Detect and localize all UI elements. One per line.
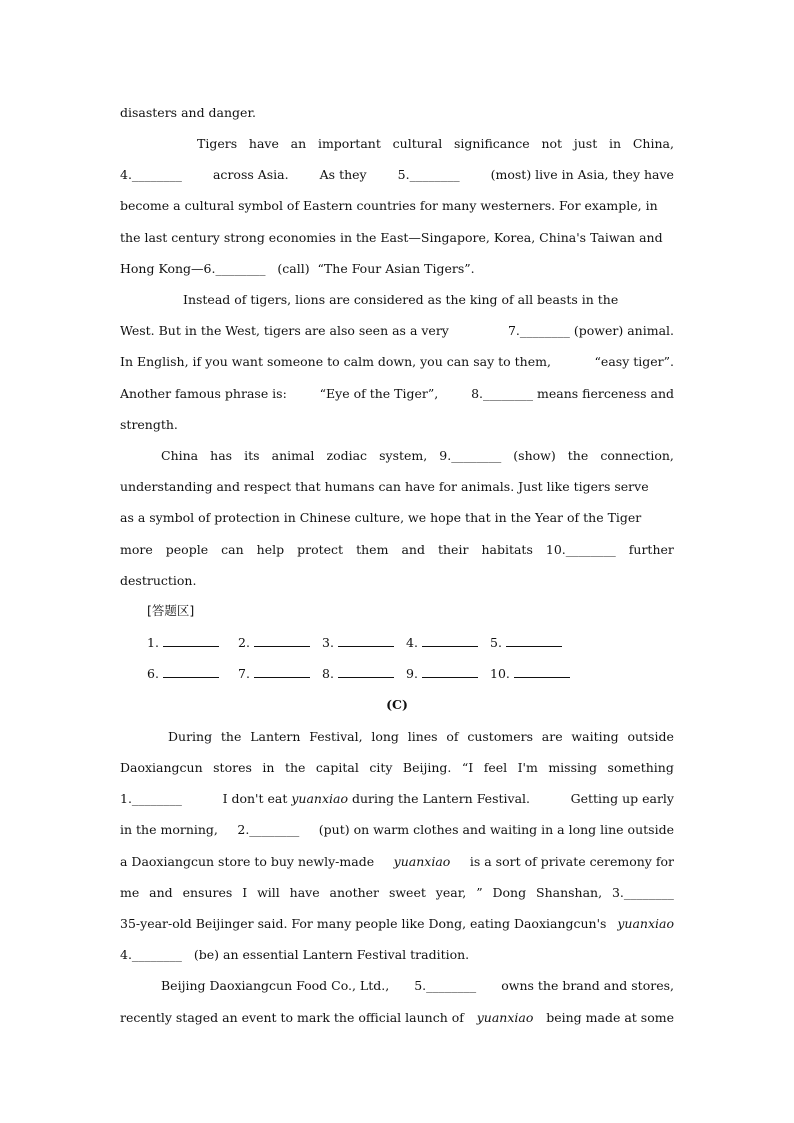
text-fragment: Instead of tigers, lions are considered as the king of all beasts in the	[183, 292, 619, 307]
text-fragment: destruction.	[120, 573, 197, 588]
answer-blank[interactable]	[338, 664, 394, 678]
text-fragment: the	[284, 760, 306, 775]
text-fragment: missing	[548, 760, 598, 775]
text-line	[120, 196, 674, 216]
text-fragment: strength.	[120, 417, 178, 432]
text-fragment: zodiac	[326, 448, 368, 463]
text-fragment: them	[356, 542, 389, 557]
text-fragment: protect	[297, 542, 344, 557]
answer-slot-3[interactable]: 3.	[322, 633, 394, 653]
blank-c3[interactable]: 3.________	[611, 885, 674, 900]
text-fragment: disasters and danger.	[120, 105, 257, 120]
text-fragment: and	[149, 885, 173, 900]
answer-slot-1[interactable]: 1.	[147, 633, 219, 653]
answer-slot-6[interactable]: 6.	[147, 664, 219, 684]
text-fragment: As they	[319, 167, 367, 182]
text-fragment: of	[446, 729, 459, 744]
text-line	[120, 321, 674, 341]
text-fragment: stores	[213, 760, 252, 775]
text-fragment: another	[329, 885, 380, 900]
text-fragment: yuanxiao	[476, 1010, 534, 1025]
text-fragment: recently staged an event to mark the official launch of	[120, 1010, 464, 1025]
answer-slot-9[interactable]: 9.	[406, 664, 478, 684]
answer-blank[interactable]	[254, 633, 310, 647]
blank-7[interactable]: 7.________ (power) animal.	[507, 323, 674, 338]
text-fragment: capital	[315, 760, 359, 775]
answer-slot-7[interactable]: 7.	[238, 664, 310, 684]
blank-6[interactable]: Hong Kong—6.________	[120, 261, 266, 276]
text-fragment: outside	[627, 729, 674, 744]
text-fragment: yuanxiao	[617, 916, 674, 931]
text-line	[120, 945, 674, 965]
text-line	[120, 508, 674, 528]
text-line	[120, 540, 674, 560]
text-fragment: Festival,	[309, 729, 363, 744]
blank-8[interactable]: 8.________ means fierceness and	[471, 386, 674, 401]
text-fragment: have	[248, 136, 279, 151]
answer-slot-10[interactable]: 10.	[490, 664, 570, 684]
answer-area-label: [答题区]	[147, 603, 195, 618]
text-line	[168, 727, 674, 747]
text-fragment: Dong	[492, 885, 527, 900]
text-fragment: the last century strong economies in the East—Singapore, Korea, China's Taiwan and	[120, 230, 663, 245]
text-fragment: (show)	[513, 448, 556, 463]
answer-blank[interactable]	[506, 633, 562, 647]
text-line	[197, 134, 674, 154]
text-fragment: “I	[461, 760, 474, 775]
blank-5[interactable]: 5.________	[397, 167, 460, 182]
blank-9[interactable]: 9.________	[439, 448, 502, 463]
answer-blank[interactable]	[254, 664, 310, 678]
text-line	[161, 976, 674, 996]
answer-slot-8[interactable]: 8.	[322, 664, 394, 684]
text-fragment: Another famous phrase is:	[120, 386, 287, 401]
text-fragment: further	[628, 542, 674, 557]
text-fragment: the	[567, 448, 589, 463]
text-line	[120, 820, 674, 840]
text-line	[120, 415, 674, 435]
blank-10[interactable]: 10.________	[545, 542, 616, 557]
text-fragment: people	[165, 542, 209, 557]
text-line	[120, 228, 674, 248]
text-fragment: I	[242, 885, 248, 900]
text-fragment: waiting	[571, 729, 619, 744]
text-fragment: sweet	[388, 885, 426, 900]
text-fragment: more	[120, 542, 153, 557]
text-line	[120, 758, 674, 778]
text-fragment: (be) an essential Lantern Festival tradition.	[193, 947, 470, 962]
text-fragment: will	[257, 885, 280, 900]
text-fragment: ”	[476, 885, 483, 900]
text-fragment: lines	[407, 729, 438, 744]
text-fragment: become a cultural symbol of Eastern countries for many westerners. For example, in	[120, 198, 658, 213]
text-line	[120, 352, 674, 372]
text-fragment: significance	[453, 136, 530, 151]
text-fragment: yuanxiao	[291, 791, 348, 806]
text-fragment: year,	[435, 885, 467, 900]
answer-blank[interactable]	[422, 664, 478, 678]
text-fragment: connection,	[600, 448, 674, 463]
text-fragment: Beijing.	[402, 760, 452, 775]
text-fragment: (put) on warm clothes and waiting in a long line outside	[318, 822, 674, 837]
section-heading: (C)	[386, 697, 408, 712]
text-fragment: customers	[467, 729, 533, 744]
blank-c2[interactable]: 2.________	[237, 822, 300, 837]
text-line	[120, 384, 674, 404]
text-line	[120, 914, 674, 934]
text-fragment: its	[244, 448, 260, 463]
text-line	[120, 571, 674, 591]
text-fragment: across Asia.	[212, 167, 289, 182]
text-fragment: is a sort of private ceremony for	[469, 854, 674, 869]
text-line	[120, 852, 674, 872]
text-fragment: has	[210, 448, 233, 463]
text-line	[183, 290, 674, 310]
text-fragment: during the Lantern Festival.	[351, 791, 530, 806]
text-fragment: Beijing Daoxiangcun Food Co., Ltd.,	[161, 978, 390, 993]
text-fragment: Shanshan,	[536, 885, 603, 900]
text-fragment: Tigers	[197, 136, 238, 151]
text-fragment: an	[290, 136, 307, 151]
text-line	[120, 789, 674, 809]
text-line	[120, 259, 674, 279]
text-fragment: China	[161, 448, 199, 463]
text-fragment: feel	[483, 760, 508, 775]
text-fragment: (most) live in Asia, they have	[490, 167, 674, 182]
blank-c1[interactable]: 1.________	[120, 791, 182, 806]
text-fragment: and	[401, 542, 425, 557]
text-fragment: I'm	[517, 760, 538, 775]
answer-slot-4[interactable]: 4.	[406, 633, 478, 653]
text-fragment: being made at some	[546, 1010, 674, 1025]
answer-slot-5[interactable]: 5.	[490, 633, 562, 653]
answer-blank[interactable]	[514, 664, 570, 678]
text-fragment: yuanxiao	[393, 854, 451, 869]
answer-blank[interactable]	[422, 633, 478, 647]
text-fragment: are	[541, 729, 563, 744]
text-fragment: me	[120, 885, 140, 900]
text-fragment: a Daoxiangcun store to buy newly-made	[120, 854, 375, 869]
answer-slot-2[interactable]: 2.	[238, 633, 310, 653]
text-fragment: as a symbol of protection in Chinese culture, we hope that in the Year of the Tiger	[120, 510, 642, 525]
text-fragment: their	[437, 542, 469, 557]
text-fragment: the	[220, 729, 242, 744]
text-fragment: West. But in the West, tigers are also seen as a very	[120, 323, 449, 338]
text-fragment: 35-year-old Beijinger said. For many people like Dong, eating Daoxiangcun's	[120, 916, 607, 931]
answer-blank[interactable]	[338, 633, 394, 647]
text-fragment: something	[607, 760, 674, 775]
text-line	[161, 446, 674, 466]
text-fragment: “Eye of the Tiger”,	[319, 386, 439, 401]
text-fragment: Lantern	[250, 729, 301, 744]
blank-c4[interactable]: 4.________	[120, 947, 182, 962]
text-fragment: long	[371, 729, 399, 744]
text-fragment: in	[609, 136, 622, 151]
answer-blank[interactable]	[163, 633, 219, 647]
text-fragment: system,	[379, 448, 428, 463]
text-fragment: in	[262, 760, 275, 775]
text-line	[120, 1008, 674, 1028]
text-line	[120, 165, 674, 185]
text-fragment: Daoxiangcun	[120, 760, 203, 775]
text-fragment: not	[541, 136, 563, 151]
text-fragment: city	[369, 760, 393, 775]
text-fragment: important	[317, 136, 381, 151]
text-fragment: (call)	[277, 261, 310, 276]
text-fragment: understanding and respect that humans can have for animals. Just like tigers serve	[120, 479, 649, 494]
text-fragment: habitats	[481, 542, 533, 557]
text-fragment: Getting up early	[570, 791, 674, 806]
text-fragment: “The Four Asian Tigers”.	[317, 261, 475, 276]
blank-4[interactable]: 4.________	[120, 167, 182, 182]
text-fragment: just	[573, 136, 598, 151]
text-fragment	[223, 789, 530, 809]
text-fragment: can	[221, 542, 244, 557]
text-fragment: During	[168, 729, 213, 744]
text-fragment: have	[289, 885, 320, 900]
text-fragment: In English, if you want someone to calm down, you can say to them,	[120, 354, 551, 369]
text-fragment: help	[256, 542, 285, 557]
text-fragment: cultural	[392, 136, 443, 151]
text-fragment: ensures	[182, 885, 233, 900]
blank-c5[interactable]: 5.________	[414, 978, 477, 993]
text-line	[120, 477, 674, 497]
text-fragment: owns the brand and stores,	[501, 978, 674, 993]
text-line	[120, 883, 674, 903]
answer-blank[interactable]	[163, 664, 219, 678]
text-fragment: I don't eat	[222, 791, 288, 806]
text-fragment: “easy tiger”.	[594, 354, 674, 369]
text-fragment: in the morning,	[120, 822, 218, 837]
text-fragment: animal	[271, 448, 315, 463]
text-fragment: China,	[632, 136, 674, 151]
text-line	[120, 103, 674, 123]
